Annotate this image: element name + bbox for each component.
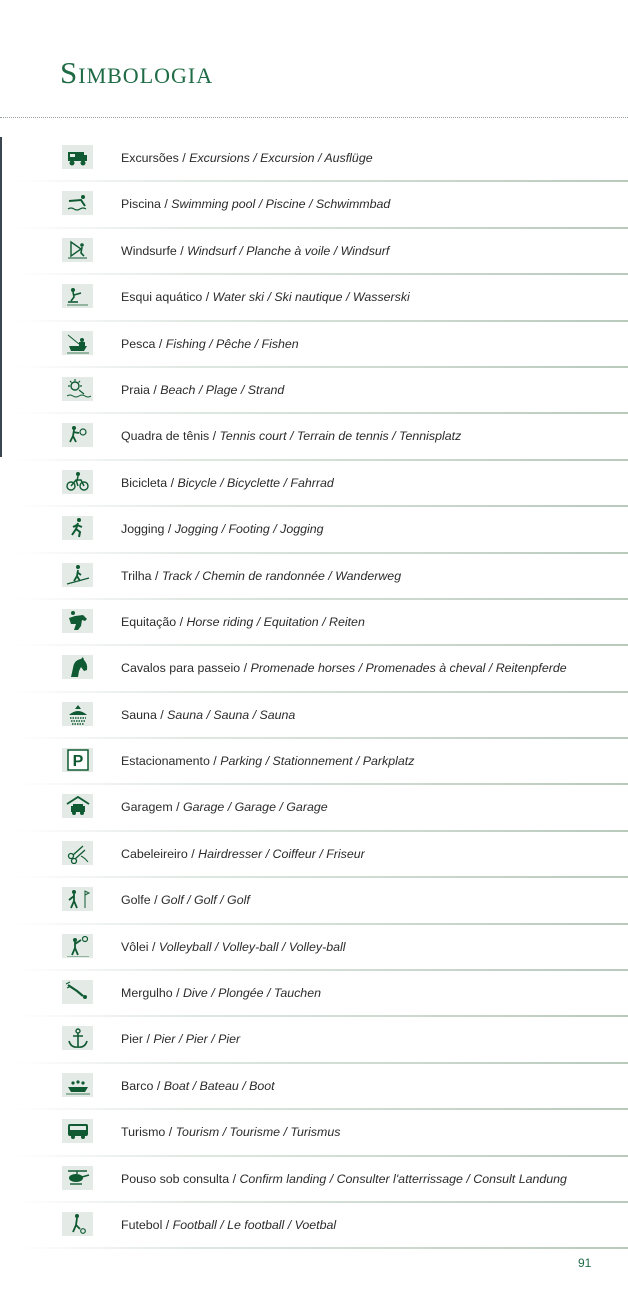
list-item [0,1017,628,1063]
label-translations: Beach / Plage / Strand [160,382,285,397]
list-item [0,368,628,414]
label-translations: Tennis court / Terrain de tennis / Tennisplatz [219,429,462,444]
label-portuguese: Praia [121,382,150,397]
label-translations: Horse riding / Equitation / Reiten [186,614,365,629]
item-label: Praia / Beach / Plage / Strand [121,382,285,397]
title-divider [0,117,628,118]
list-item [0,600,628,646]
label-translations: Golf / Golf / Golf [160,893,250,908]
label-portuguese: Cavalos para passeio [121,661,241,676]
page-title: Simbologia [60,55,214,90]
item-label: Turismo / Tourism / Tourisme / Turismus [121,1125,341,1140]
list-item [0,554,628,600]
label-translations: Bicycle / Bicyclette / Fahrrad [177,475,334,490]
item-label: Mergulho / Dive / Plongée / Tauchen [121,986,321,1001]
label-portuguese: Cabeleireiro [121,846,188,861]
item-label: Windsurfe / Windsurf / Planche à voile / Windsurf [121,243,390,258]
label-translations: Dive / Plongée / Tauchen [182,986,321,1001]
list-item [0,971,628,1017]
label-portuguese: Golfe [121,893,151,908]
label-translations: Sauna / Sauna / Sauna [167,707,296,722]
label-portuguese: Futebol [121,1217,163,1232]
bus-icon [62,1119,93,1143]
list-item [0,693,628,739]
windsurf-icon [62,238,93,262]
jogging-icon [62,516,93,540]
swimmer-icon [62,191,93,215]
label-portuguese: Bicicleta [121,475,168,490]
parking-icon [62,748,93,772]
label-portuguese: Pier [121,1032,144,1047]
item-label: Vôlei / Volleyball / Volley-ball / Volley-ball [121,939,346,954]
hairdresser-icon [62,841,93,865]
list-item [0,1203,628,1249]
item-label: Garagem / Garage / Garage / Garage [121,800,328,815]
label-translations: Promenade horses / Promenades à cheval / Reitenpferde [250,661,567,676]
item-label: Equitação / Horse riding / Equitation / Reiten [121,614,365,629]
item-label: Bicicleta / Bicycle / Bicyclette / Fahrrad [121,475,334,490]
tennis-icon [62,423,93,447]
label-translations: Water ski / Ski nautique / Wasserski [212,290,410,305]
label-translations: Hairdresser / Coiffeur / Friseur [198,846,365,861]
item-label: Futebol / Football / Le football / Voetbal [121,1217,337,1232]
beach-icon [62,377,93,401]
fishing-icon [62,331,93,355]
item-label: Estacionamento / Parking / Stationnement / Parkplatz [121,754,415,769]
item-label: Piscina / Swimming pool / Piscine / Schwimmbad [121,197,391,212]
label-translations: Track / Chemin de randonnée / Wanderweg [161,568,402,583]
label-translations: Garage / Garage / Garage [182,800,328,815]
label-translations: Pier / Pier / Pier [153,1032,241,1047]
item-label: Sauna / Sauna / Sauna / Sauna [121,707,296,722]
sauna-icon [62,702,93,726]
row-divider [14,1247,628,1249]
label-portuguese: Pesca [121,336,156,351]
label-portuguese: Piscina [121,197,161,212]
label-translations: Windsurf / Planche à voile / Windsurf [187,243,390,258]
helicopter-icon [62,1166,93,1190]
label-portuguese: Barco [121,1078,154,1093]
label-portuguese: Esqui aquático [121,290,203,305]
item-label: Cavalos para passeio / Promenade horses / Promenades à cheval / Reitenpferde [121,661,567,676]
label-translations: Confirm landing / Consulter l'atterrissage / Consult Landung [239,1171,567,1186]
label-portuguese: Turismo [121,1125,166,1140]
label-portuguese: Equitação [121,614,177,629]
list-item [0,1064,628,1110]
list-item [0,739,628,785]
label-portuguese: Pouso sob consulta [121,1171,230,1186]
dive-icon [62,980,93,1004]
label-portuguese: Sauna [121,707,157,722]
label-portuguese: Trilha [121,568,152,583]
label-translations: Volleyball / Volley-ball / Volley-ball [158,939,346,954]
water-ski-icon [62,284,93,308]
list-item [0,785,628,831]
anchor-icon [62,1026,93,1050]
boat-icon [62,1073,93,1097]
item-label: Barco / Boat / Bateau / Boot [121,1078,275,1093]
label-portuguese: Vôlei [121,939,149,954]
list-item [0,182,628,228]
label-portuguese: Quadra de tênis [121,429,210,444]
label-portuguese: Windsurfe [121,243,177,258]
list-item [0,275,628,321]
list-item [0,925,628,971]
bicycle-icon [62,470,93,494]
list-item [0,136,628,182]
list-item [0,1110,628,1156]
item-label: Trilha / Track / Chemin de randonnée / Wanderweg [121,568,402,583]
list-item [0,322,628,368]
symbol-list [0,136,628,1249]
label-portuguese: Estacionamento [121,754,210,769]
football-icon [62,1212,93,1236]
label-translations: Swimming pool / Piscine / Schwimmbad [171,197,391,212]
label-translations: Boat / Bateau / Boot [163,1078,275,1093]
label-translations: Football / Le football / Voetbal [172,1217,337,1232]
svg-text:P: P [72,753,83,771]
list-item [0,878,628,924]
item-label: Excursões / Excursions / Excursion / Ausflüge [121,151,373,165]
label-translations: Parking / Stationnement / Parkplatz [220,754,415,769]
label-portuguese: Garagem [121,800,173,815]
label-translations: Excursions / Excursion / Ausflüge [189,151,373,165]
label-translations: Jogging / Footing / Jogging [174,522,324,537]
label-portuguese: Mergulho [121,986,173,1001]
horse-riding-icon [62,609,93,633]
list-item [0,229,628,275]
page-number: 91 [578,1256,592,1270]
item-label: Pouso sob consulta / Confirm landing / Consulter l'atterrissage / Consult Landung [121,1171,567,1186]
item-label: Golfe / Golf / Golf / Golf [121,893,250,908]
item-label: Jogging / Jogging / Footing / Jogging [121,522,324,537]
label-translations: Tourism / Tourisme / Turismus [175,1125,341,1140]
item-label: Cabeleireiro / Hairdresser / Coiffeur / Friseur [121,846,365,861]
item-label: Quadra de tênis / Tennis court / Terrain de tennis / Tennisplatz [121,429,462,444]
hiking-icon [62,563,93,587]
item-label: Pesca / Fishing / Pêche / Fishen [121,336,299,351]
garage-icon [62,794,93,818]
list-item [0,832,628,878]
list-item [0,1157,628,1203]
volleyball-icon [62,934,93,958]
label-portuguese: Excursões [121,151,179,165]
label-translations: Fishing / Pêche / Fishen [165,336,299,351]
item-label: Esqui aquático / Water ski / Ski nautique / Wasserski [121,290,410,305]
item-label: Pier / Pier / Pier / Pier [121,1032,241,1047]
jeep-icon [62,145,93,169]
list-item [0,646,628,692]
list-item [0,414,628,460]
list-item [0,507,628,553]
label-portuguese: Jogging [121,522,165,537]
golf-icon [62,887,93,911]
horse-head-icon [62,655,93,679]
list-item [0,461,628,507]
